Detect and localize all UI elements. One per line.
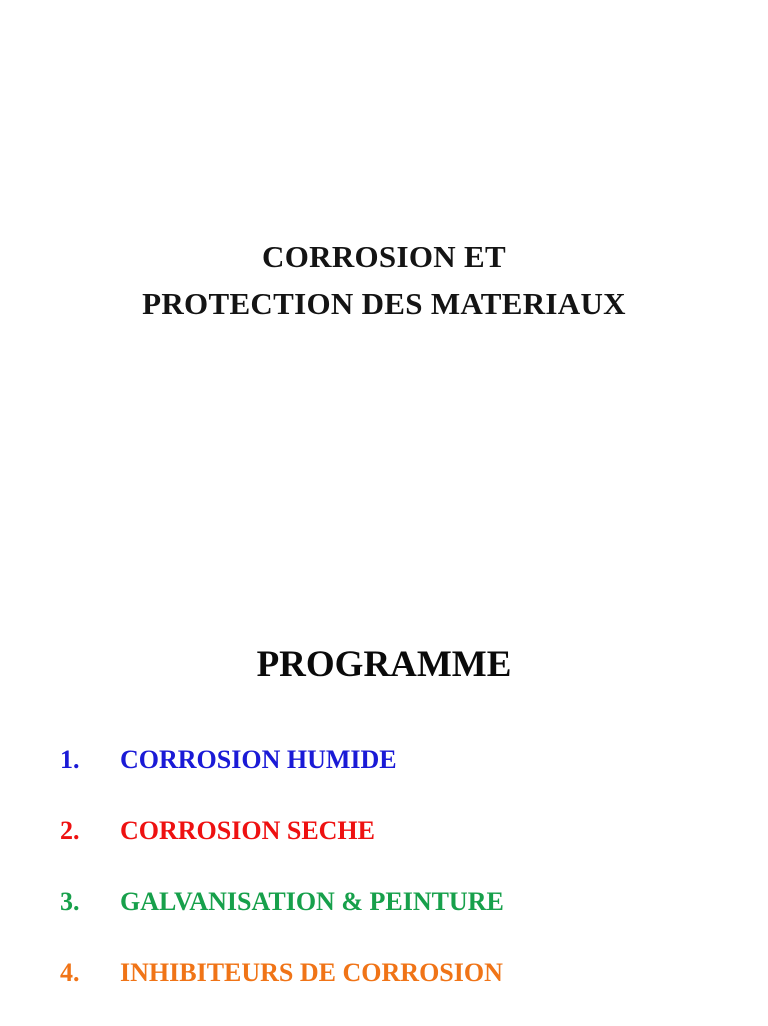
program-item-3 xyxy=(0,884,768,955)
program-item-label: CORROSION SECHE xyxy=(120,816,375,845)
program-item-number: 4. xyxy=(60,958,80,987)
program-item-number: 3. xyxy=(60,887,80,916)
program-item-label: CORROSION HUMIDE xyxy=(120,745,397,774)
document-title xyxy=(0,233,768,327)
program-item-4 xyxy=(0,955,768,1026)
title-line-2: PROTECTION DES MATERIAUX xyxy=(142,286,626,321)
program-heading: PROGRAMME xyxy=(256,644,512,685)
program-item-1 xyxy=(0,742,768,813)
program-list xyxy=(0,742,768,1026)
program-item-label: INHIBITEURS DE CORROSION xyxy=(120,958,503,987)
title-line-1: CORROSION ET xyxy=(262,239,506,274)
program-item-number: 1. xyxy=(60,745,80,774)
program-item-label: GALVANISATION & PEINTURE xyxy=(120,887,504,916)
program-item-2 xyxy=(0,813,768,884)
program-item-number: 2. xyxy=(60,816,80,845)
